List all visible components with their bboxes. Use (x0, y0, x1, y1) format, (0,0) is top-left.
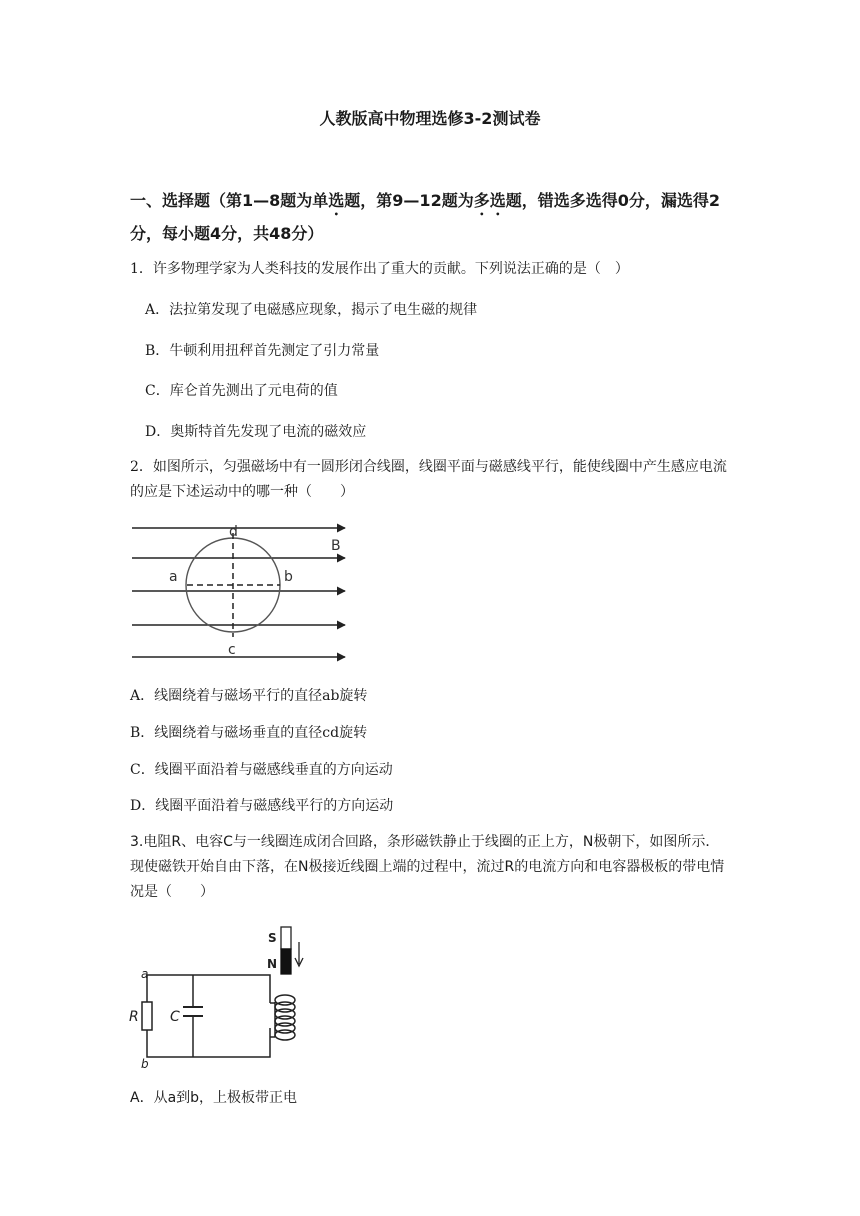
question-1-option-a: A．法拉第发现了电磁感应现象，揭示了电生磁的规律 (145, 302, 478, 318)
question-2-option-b: B．线圈绕着与磁场垂直的直径cd旋转 (130, 725, 368, 741)
label-a: a (169, 569, 178, 585)
magnetic-field-coil-figure (125, 515, 365, 670)
rc-circuit-figure (125, 918, 325, 1068)
circuit-loop (147, 975, 270, 1057)
question-2-option-c: C．线圈平面沿着与磁感线垂直的方向运动 (130, 762, 393, 778)
question-2-stem: 2．如图所示，匀强磁场中有一圆形闭合线圈，线圈平面与磁感线平行，能使线圈中产生感应电流的应是下述运动中的哪一种（ ） (130, 459, 727, 500)
label-d: d (229, 524, 238, 540)
label-S: S (268, 931, 277, 945)
circuit-wires (147, 975, 270, 1057)
question-1-stem: 1．许多物理学家为人类科技的发展作出了重大的贡献。下列说法正确的是（ ） (130, 261, 629, 277)
label-C: C (170, 1009, 180, 1025)
section-text-2: 题，第9—12题为 (344, 191, 474, 210)
question-2-option-a: A．线圈绕着与磁场平行的直径ab旋转 (130, 688, 368, 704)
section-heading (130, 186, 740, 248)
label-N: N (267, 957, 278, 971)
section-text-1: 一、选择题（第1—8题为单 (130, 191, 329, 210)
question-1-option-b: B．牛顿利用扭秤首先测定了引力常量 (145, 343, 380, 359)
resistor-R (142, 1002, 152, 1030)
field-lines (132, 528, 345, 657)
label-field-B: B (331, 538, 341, 554)
section-text-3: 题，错选多选得0分，漏选得2分，每小题4分，共48分） (130, 191, 720, 243)
label-node-b: b (141, 1057, 149, 1068)
question-3-option-a: A．从a到b，上极板带正电 (130, 1090, 298, 1106)
emphasis-single: 选 (328, 191, 345, 210)
magnet-south-half (281, 927, 291, 949)
solenoid-coil (270, 995, 295, 1040)
question-2-option-d: D．线圈平面沿着与磁感线平行的方向运动 (130, 798, 394, 814)
label-b: b (284, 569, 293, 585)
label-R: R (129, 1009, 139, 1025)
question-1-option-d: D．奥斯特首先发现了电流的磁效应 (145, 424, 367, 440)
label-node-a: a (141, 967, 149, 981)
magnet-north-half (281, 949, 291, 974)
question-3-stem: 3.电阻R、电容C与一线圈连成闭合回路，条形磁铁静止于线圈的正上方，N极朝下，如图所示．现使磁铁开始自由下落，在N极接近线圈上端的过程中，流过R的电流方向和电容器极板的带电情况是（ ） (130, 834, 725, 900)
emphasis-multi: 多选 (473, 191, 506, 210)
question-1-option-c: C．库仑首先测出了元电荷的值 (145, 383, 338, 399)
page-title: 人教版高中物理选修3-2测试卷 (319, 109, 541, 128)
label-c: c (228, 642, 236, 658)
